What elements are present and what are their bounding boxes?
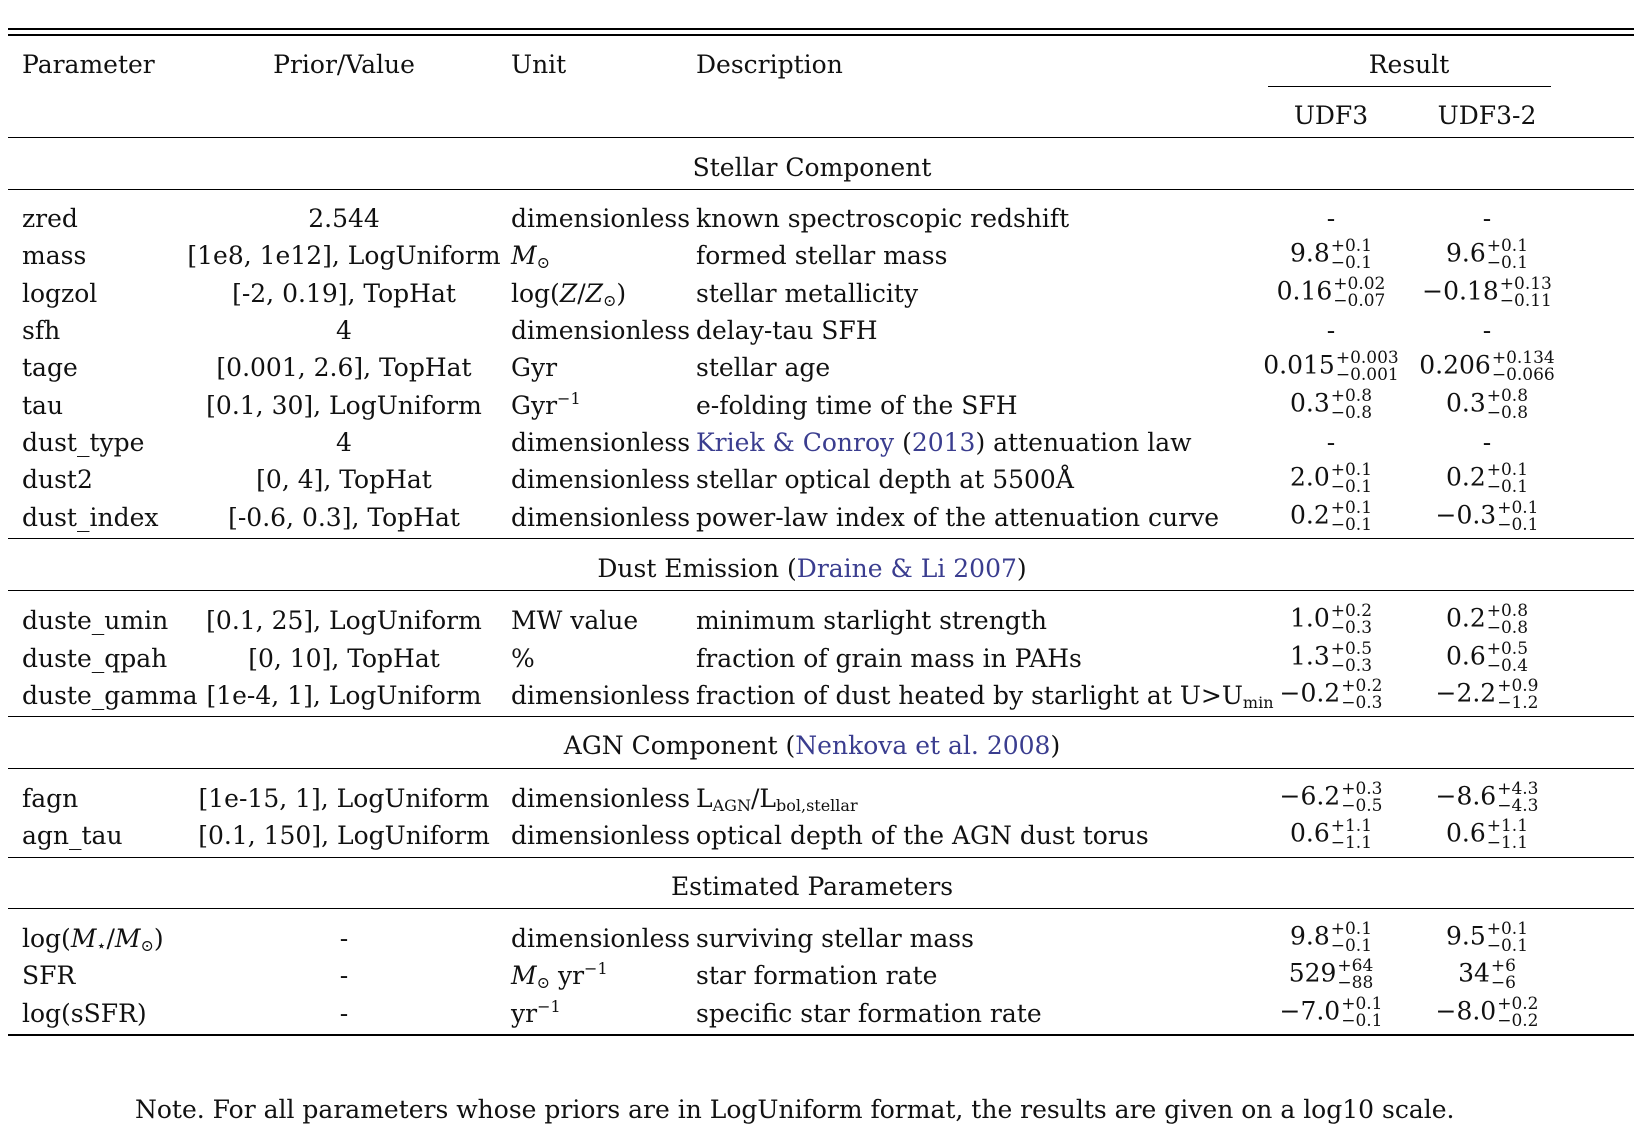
header-udf3-2: UDF3-2	[1437, 101, 1537, 130]
result-udf3-2	[1458, 958, 1516, 992]
error-bars	[1337, 958, 1373, 992]
error-upper: +4.3	[1497, 779, 1539, 799]
prior-cell: [0, 10], TopHat	[248, 644, 440, 673]
error-upper: +0.1	[1486, 460, 1529, 480]
error-upper: +0.1	[1341, 994, 1383, 1014]
unit-cell: MW value	[511, 606, 639, 635]
error-upper: +6	[1490, 956, 1516, 976]
value: 0.015	[1263, 350, 1335, 380]
error-upper: +0.003	[1335, 348, 1399, 368]
error-upper: +0.1	[1486, 919, 1529, 939]
param-cell: dust_index	[22, 503, 159, 532]
desc-cell: star formation rate	[696, 961, 938, 990]
desc-cell	[696, 681, 1274, 712]
result-udf3	[1263, 350, 1399, 384]
error-lower: −0.8	[1486, 618, 1529, 638]
error-upper: +0.13	[1499, 274, 1552, 294]
section-title: Stellar Component	[692, 153, 932, 182]
unit-superscript: −1	[584, 959, 608, 978]
desc-cell: fraction of grain mass in PAHs	[696, 644, 1082, 673]
desc-cell: stellar metallicity	[696, 279, 919, 308]
error-lower: −1.1	[1330, 833, 1373, 853]
error-lower: −0.1	[1497, 515, 1539, 535]
unit-cell: dimensionless	[511, 924, 691, 953]
param-part: /	[106, 924, 115, 953]
error-lower: −6	[1490, 973, 1516, 993]
value: 9.8	[1289, 238, 1330, 268]
result-udf3	[1289, 958, 1374, 992]
param-cell: duste_gamma	[22, 681, 198, 710]
value: 0.6	[1445, 641, 1486, 671]
unit-superscript: −1	[557, 389, 581, 408]
result-udf3	[1280, 996, 1383, 1030]
value: −2.2	[1435, 678, 1497, 708]
unit-cell	[511, 959, 608, 992]
result-udf3-2	[1446, 238, 1528, 272]
prior-cell: [1e8, 1e12], LogUniform	[187, 241, 501, 270]
result-udf3	[1277, 276, 1386, 310]
result-udf3	[1290, 818, 1372, 852]
desc-cell: specific star formation rate	[696, 999, 1042, 1028]
value: 1.3	[1289, 641, 1330, 671]
error-lower: −1.2	[1497, 693, 1539, 713]
error-bars	[1497, 678, 1538, 712]
error-bars	[1333, 276, 1385, 310]
desc-cell	[696, 784, 858, 815]
desc-cell: known spectroscopic redshift	[696, 204, 1070, 233]
error-bars	[1500, 276, 1552, 310]
result-udf3	[1280, 678, 1383, 712]
unit-symbol: Z	[585, 279, 603, 308]
param-cell: SFR	[22, 961, 76, 990]
value: −0.2	[1279, 678, 1341, 708]
result-udf3-2	[1446, 641, 1528, 675]
param-cell: dust_type	[22, 428, 145, 457]
result-udf3	[1290, 603, 1372, 637]
error-lower: −0.3	[1330, 618, 1373, 638]
desc-part: (	[894, 428, 912, 457]
error-bars	[1341, 996, 1382, 1030]
desc-cell: e-folding time of the SFH	[696, 391, 1018, 420]
result-udf3-2	[1446, 462, 1528, 496]
unit-cell: dimensionless	[511, 503, 691, 532]
unit-symbol: Z	[559, 279, 578, 308]
value: 9.5	[1445, 921, 1486, 951]
error-lower: −0.4	[1486, 656, 1529, 676]
prior-cell: [1e-4, 1], LogUniform	[206, 681, 482, 710]
error-upper: +0.1	[1330, 236, 1373, 256]
error-bars	[1487, 818, 1528, 852]
param-cell: duste_qpah	[22, 644, 168, 673]
prior-cell: [0.001, 2.6], TopHat	[216, 353, 472, 382]
desc-cell	[696, 430, 1192, 455]
error-upper: +1.1	[1330, 816, 1373, 836]
value: 1.0	[1289, 603, 1330, 633]
error-lower: −0.3	[1341, 693, 1383, 713]
prior-cell: [0.1, 150], LogUniform	[198, 821, 490, 850]
result-udf3-2	[1422, 276, 1552, 310]
unit-part: /	[577, 279, 586, 308]
error-bars	[1487, 462, 1528, 496]
error-upper: +0.8	[1330, 386, 1373, 406]
result-udf3-2	[1436, 500, 1539, 534]
value: 0.2	[1445, 462, 1486, 492]
param-cell: duste_umin	[22, 606, 169, 635]
error-upper: +0.02	[1333, 274, 1386, 294]
prior-cell: [1e-15, 1], LogUniform	[198, 784, 490, 813]
result-udf3-2	[1446, 388, 1528, 422]
param-subscript: ⋆	[96, 936, 107, 955]
prior-cell: -	[339, 999, 349, 1028]
error-bars	[1331, 238, 1372, 272]
error-lower: −0.8	[1486, 403, 1529, 423]
unit-part: )	[616, 279, 627, 308]
rule	[8, 908, 1634, 909]
unit-symbol: M	[511, 241, 537, 270]
desc-part: ) attenuation law	[975, 428, 1192, 457]
result-udf3-2	[1436, 678, 1539, 712]
error-bars	[1331, 818, 1372, 852]
result-udf3-2	[1419, 350, 1555, 384]
error-lower: −0.1	[1486, 477, 1529, 497]
param-cell: fagn	[22, 784, 79, 813]
param-symbol: M	[114, 924, 141, 953]
unit-cell	[511, 241, 551, 272]
desc-cell: formed stellar mass	[696, 241, 948, 270]
unit-cell: dimensionless	[511, 465, 691, 494]
unit-cell	[511, 997, 561, 1028]
unit-cell	[511, 389, 581, 420]
error-lower: −0.1	[1330, 936, 1373, 956]
error-bars	[1487, 603, 1528, 637]
desc-part: fraction of dust heated by starlight at U>U	[696, 681, 1243, 710]
unit-subscript: ⊙	[536, 253, 551, 272]
error-upper: +0.2	[1497, 994, 1539, 1014]
prior-cell: 4	[336, 428, 352, 457]
param-symbol: M	[70, 924, 97, 953]
header-parameter: Parameter	[22, 50, 155, 79]
value: 0.3	[1445, 388, 1486, 418]
value: 0.6	[1289, 818, 1330, 848]
prior-cell: -	[339, 961, 349, 990]
result-udf3	[1290, 500, 1372, 534]
section-title-end: )	[1016, 554, 1027, 583]
error-lower: −1.1	[1486, 833, 1529, 853]
error-lower: −0.1	[1330, 477, 1373, 497]
unit-cell	[511, 279, 627, 310]
result-udf3-2	[1446, 818, 1528, 852]
unit-cell: dimensionless	[511, 316, 691, 345]
desc-cell: surviving stellar mass	[696, 924, 974, 953]
unit-cell: dimensionless	[511, 428, 691, 457]
desc-cell: minimum starlight strength	[696, 606, 1047, 635]
error-upper: +0.1	[1486, 236, 1529, 256]
rule	[8, 716, 1634, 717]
result-udf3-2	[1446, 603, 1528, 637]
section-agn	[0, 733, 1630, 758]
param-cell: tau	[22, 391, 64, 420]
error-bars	[1487, 921, 1528, 955]
param-cell: mass	[22, 241, 87, 270]
prior-cell: [-2, 0.19], TopHat	[232, 279, 456, 308]
error-upper: +0.5	[1330, 639, 1373, 659]
param-cell: tage	[22, 353, 78, 382]
result-udf3-2: -	[1482, 428, 1492, 457]
error-bars	[1331, 921, 1372, 955]
result-udf3: -	[1326, 204, 1336, 233]
error-bars	[1487, 238, 1528, 272]
error-bars	[1331, 500, 1372, 534]
citation-link[interactable]: Nenkova et al. 2008	[795, 731, 1051, 760]
rule	[8, 768, 1634, 769]
desc-cell: power-law index of the attenuation curve	[696, 503, 1219, 532]
error-lower: −88	[1337, 973, 1374, 993]
error-bars	[1497, 500, 1538, 534]
desc-cell: stellar age	[696, 353, 831, 382]
error-bars	[1497, 996, 1538, 1030]
param-part: log(	[22, 924, 71, 953]
param-cell	[22, 924, 164, 955]
error-lower: −0.066	[1491, 365, 1555, 385]
error-bars	[1487, 388, 1528, 422]
error-upper: +0.1	[1330, 460, 1373, 480]
unit-subscript: ⊙	[603, 291, 617, 310]
desc-part: /L	[750, 784, 776, 813]
header-unit: Unit	[511, 50, 567, 79]
value: −6.2	[1279, 781, 1341, 811]
result-udf3	[1290, 462, 1372, 496]
error-bars	[1331, 462, 1372, 496]
value: 9.6	[1445, 238, 1486, 268]
desc-cell: delay-tau SFH	[696, 316, 878, 345]
desc-part: L	[696, 784, 713, 813]
header-rule	[8, 137, 1634, 138]
header-prior: Prior/Value	[273, 50, 415, 79]
error-lower: −0.1	[1486, 936, 1529, 956]
param-cell: dust2	[22, 465, 93, 494]
error-bars	[1487, 641, 1528, 675]
error-lower: −0.1	[1341, 1011, 1383, 1031]
header-description: Description	[696, 50, 843, 79]
error-upper: +0.2	[1330, 601, 1373, 621]
error-lower: −0.3	[1330, 656, 1373, 676]
prior-cell: -	[339, 924, 349, 953]
prior-cell: [0.1, 30], LogUniform	[206, 391, 482, 420]
header-udf3: UDF3	[1293, 101, 1369, 130]
error-bars	[1336, 350, 1399, 384]
unit-symbol: M	[511, 961, 537, 990]
param-subscript: ⊙	[140, 936, 154, 955]
top-rule	[8, 28, 1634, 30]
error-bars	[1497, 781, 1538, 815]
rule	[8, 857, 1634, 858]
error-bars	[1491, 958, 1516, 992]
error-upper: +1.1	[1486, 816, 1529, 836]
error-upper: +0.8	[1486, 601, 1529, 621]
param-cell: log(sSFR)	[22, 999, 147, 1028]
unit-part: log(	[511, 279, 560, 308]
param-cell: agn_tau	[22, 821, 123, 850]
section-stellar	[0, 155, 1630, 180]
unit-part: yr	[550, 961, 585, 990]
error-upper: +0.1	[1330, 498, 1373, 518]
section-title: Dust Emission (	[597, 554, 797, 583]
bottom-rule	[8, 1034, 1634, 1036]
error-lower: −0.11	[1499, 291, 1552, 311]
error-lower: −0.8	[1330, 403, 1373, 423]
param-cell: zred	[22, 204, 78, 233]
result-cmidrule	[1268, 86, 1551, 87]
error-bars	[1341, 781, 1382, 815]
result-udf3-2	[1446, 921, 1528, 955]
error-lower: −4.3	[1497, 796, 1539, 816]
error-upper: +64	[1337, 956, 1374, 976]
result-udf3-2	[1436, 996, 1539, 1030]
value: 34	[1458, 958, 1490, 988]
result-udf3-2	[1436, 781, 1539, 815]
header-result: Result	[1368, 50, 1450, 79]
citation-link[interactable]: Draine & Li 2007	[796, 554, 1017, 583]
unit-cell: dimensionless	[511, 681, 691, 710]
section-dust-emission	[0, 556, 1630, 581]
error-lower: −0.5	[1341, 796, 1383, 816]
error-bars	[1492, 350, 1555, 384]
unit-cell: dimensionless	[511, 821, 691, 850]
error-upper: +0.134	[1491, 348, 1555, 368]
citation-year-link[interactable]: 2013	[911, 428, 976, 457]
unit-cell: dimensionless	[511, 204, 691, 233]
value: −0.3	[1435, 500, 1497, 530]
result-udf3	[1290, 921, 1372, 955]
unit-cell: dimensionless	[511, 784, 691, 813]
value: −8.0	[1435, 996, 1497, 1026]
unit-cell: %	[511, 644, 535, 673]
desc-subscript: min	[1242, 693, 1274, 712]
prior-cell: 4	[336, 316, 352, 345]
section-estimated	[0, 874, 1630, 899]
value: 0.2	[1289, 500, 1330, 530]
error-bars	[1331, 641, 1372, 675]
error-bars	[1331, 388, 1372, 422]
error-upper: +0.1	[1330, 919, 1373, 939]
value: 0.16	[1276, 276, 1333, 306]
section-title-end: )	[1050, 731, 1061, 760]
error-upper: +0.9	[1497, 676, 1539, 696]
result-udf3: -	[1326, 428, 1336, 457]
value: 0.206	[1419, 350, 1491, 380]
citation-link[interactable]: Kriek & Conroy	[696, 428, 895, 457]
rule	[8, 590, 1634, 591]
error-lower: −0.1	[1486, 253, 1529, 273]
result-udf3	[1280, 781, 1383, 815]
section-title: Estimated Parameters	[670, 872, 954, 901]
rule	[8, 189, 1634, 190]
value: 529	[1288, 958, 1337, 988]
value: −8.6	[1435, 781, 1497, 811]
error-lower: −0.2	[1497, 1011, 1539, 1031]
error-upper: +0.3	[1341, 779, 1383, 799]
value: 0.6	[1445, 818, 1486, 848]
param-cell: sfh	[22, 316, 61, 345]
unit-superscript: −1	[537, 997, 561, 1016]
result-udf3: -	[1326, 316, 1336, 345]
desc-subscript: bol,stellar	[775, 796, 858, 815]
param-part: )	[153, 924, 164, 953]
value: −7.0	[1279, 996, 1341, 1026]
result-udf3	[1290, 238, 1372, 272]
error-lower: −0.001	[1335, 365, 1399, 385]
prior-cell: [0.1, 25], LogUniform	[206, 606, 482, 635]
value: 0.2	[1445, 603, 1486, 633]
error-upper: +0.8	[1486, 386, 1529, 406]
value: −0.18	[1422, 276, 1499, 306]
unit-subscript: ⊙	[536, 973, 551, 992]
prior-cell: [0, 4], TopHat	[256, 465, 432, 494]
top-rule-2	[8, 34, 1634, 36]
unit-cell: Gyr	[511, 353, 558, 382]
value: 9.8	[1289, 921, 1330, 951]
result-udf3-2: -	[1482, 204, 1492, 233]
result-udf3	[1290, 388, 1372, 422]
prior-cell: 2.544	[308, 204, 380, 233]
unit-part: yr	[511, 999, 538, 1028]
prior-cell: [-0.6, 0.3], TopHat	[228, 503, 460, 532]
error-lower: −0.1	[1330, 515, 1373, 535]
desc-cell: optical depth of the AGN dust torus	[696, 821, 1149, 850]
section-title: AGN Component (	[563, 731, 796, 760]
error-upper: +0.2	[1341, 676, 1383, 696]
error-lower: −0.07	[1333, 291, 1386, 311]
result-udf3-2: -	[1482, 316, 1492, 345]
desc-subscript: AGN	[712, 796, 751, 815]
error-lower: −0.1	[1330, 253, 1373, 273]
error-bars	[1331, 603, 1372, 637]
result-udf3	[1290, 641, 1372, 675]
value: 0.3	[1289, 388, 1330, 418]
error-upper: +0.1	[1497, 498, 1539, 518]
value: 2.0	[1289, 462, 1330, 492]
error-bars	[1341, 678, 1382, 712]
table-note: Note. For all parameters whose priors are in LogUniform format, the results are given on a log10 scale.	[135, 1095, 1455, 1124]
param-cell: logzol	[22, 279, 98, 308]
error-upper: +0.5	[1486, 639, 1529, 659]
rule	[8, 538, 1634, 539]
desc-cell: stellar optical depth at 5500Å	[696, 465, 1074, 494]
unit-part: Gyr	[511, 391, 558, 420]
